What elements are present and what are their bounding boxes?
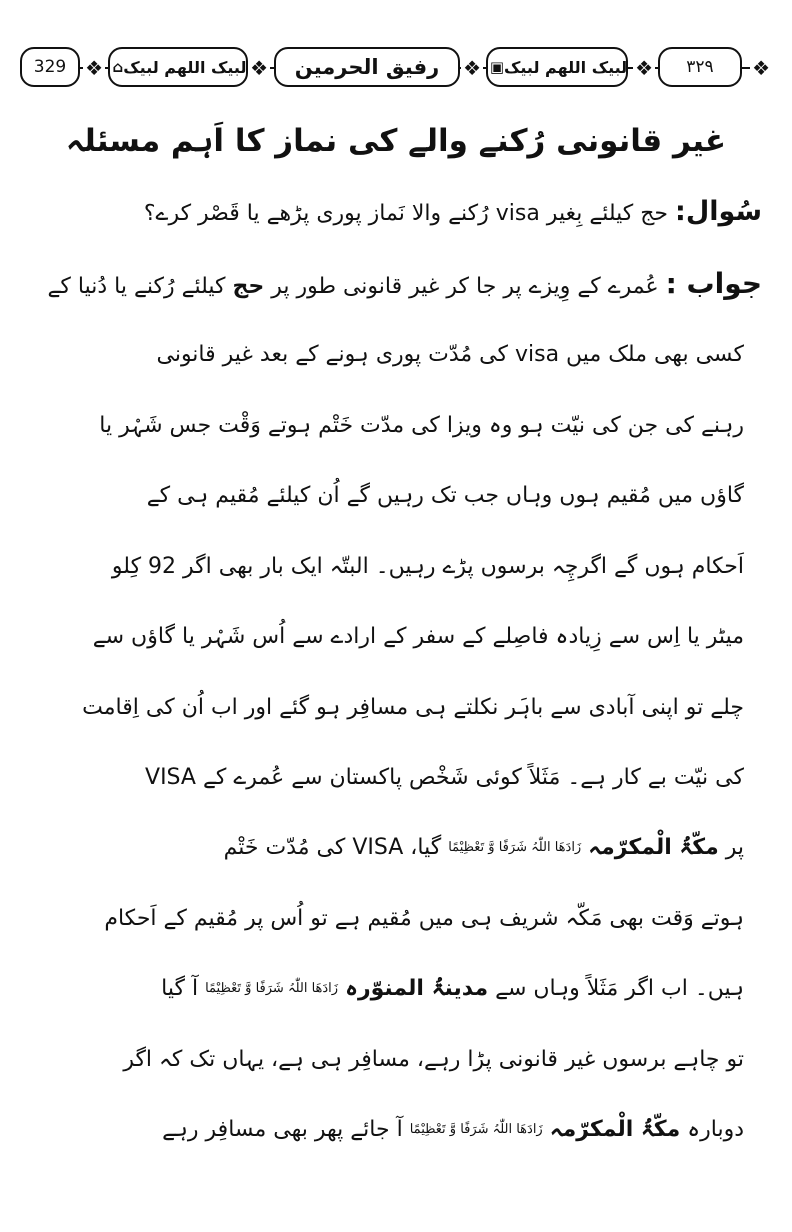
ornament-icon: ❖	[635, 56, 653, 80]
answer-line-12: تو چاہے برسوں غیر قانونی پڑا رہے، مسافِر ہی ہے، یہاں تک کہ اگر	[123, 1047, 744, 1072]
ornament-icon: ❖	[463, 56, 481, 80]
question-line	[144, 190, 762, 234]
header-talbiyah-left: ⌂ لبیک اللھم لبیک	[108, 47, 248, 87]
answer-label: جواب :	[665, 267, 762, 300]
kaaba-icon: ▣	[489, 58, 504, 76]
answer-text-bold: حج	[232, 274, 265, 299]
header-book-title: رفیق الحرمین	[274, 47, 460, 87]
answer-line-4: گاؤں میں مُقیم ہوں وہاں جب تک رہیں گے اُن کیلئے مُقیم ہی کے	[146, 483, 744, 508]
makkah-name: مکّۃُ الْمکرّمہ	[549, 1117, 681, 1142]
answer-line-1	[48, 262, 762, 306]
ornament-icon: ❖	[250, 56, 268, 80]
answer-line-6: میٹر یا اِس سے زِیادہ فاصِلے کے سفر کے ارادے سے اُس شَہْر یا گاؤں سے	[92, 624, 744, 649]
makkah-name: مکّۃُ الْمکرّمہ	[588, 835, 719, 860]
answer-line-5: اَحکام ہوں گے اگرچِہ برسوں پڑے رہیں۔ البتّہ ایک بار بھی اگر 92 کِلو	[111, 554, 744, 579]
answer-line-9: پر مکّۃُ الْمکرّمہ زَادَھَا اللّٰہُ شَرَفًا وَّ تَعْظِیْمًا گیا، VISA کی مُدّت خَتْم	[223, 835, 744, 860]
ornament-icon: ❖	[752, 56, 770, 80]
page-number-urdu: ۳۲۹	[658, 47, 742, 87]
section-heading: غیر قانونی رُکنے والے کی نماز کا اَہم مسئلہ	[65, 123, 727, 159]
page-number: 329	[20, 47, 80, 87]
answer-line-10: ہوتے وَقت بھی مَکّہ شریف ہی میں مُقیم ہے تو اُس پر مُقیم کے اَحکام	[104, 906, 744, 931]
answer-line-2: کسی بھی ملک میں visa کی مُدّت پوری ہونے کے بعد غیر قانونی	[156, 342, 744, 367]
answer-line-8: کی نیّت بے کار ہے۔ مَثَلاً کوئی شَخْص پاکستان سے عُمرے کے VISA	[145, 765, 744, 790]
dome-icon: ⌂	[112, 58, 124, 76]
madinah-name: مدینۃُ المنوّرہ	[345, 976, 489, 1001]
header-talbiyah-right: ▣ لبیک اللھم لبیک	[486, 47, 628, 87]
answer-text: کیلئے رُکنے یا دُنیا کے	[47, 274, 233, 299]
answer-text: عُمرے کے وِیزے پر جا کر غیر قانونی طور پر	[264, 274, 659, 299]
answer-line-7: چلے تو اپنی آبادی سے باہَر نکلتے ہی مسافِر ہو گئے اور اب اُن کی اِقامت	[82, 695, 744, 720]
honorific-phrase: زَادَھَا اللّٰہُ شَرَفًا وَّ تَعْظِیْمًا	[448, 840, 582, 855]
honorific-phrase: زَادَھَا اللّٰہُ شَرَفًا وَّ تَعْظِیْمًا	[205, 981, 339, 996]
answer-line-11: ہیں۔ اب اگر مَثَلاً وہاں سے مدینۃُ المنوّرہ زَادَھَا اللّٰہُ شَرَفًا وَّ تَعْظِیْمًا آ گیا	[161, 976, 744, 1001]
answer-line-13: دوبارہ مکّۃُ الْمکرّمہ زَادَھَا اللّٰہُ شَرَفًا وَّ تَعْظِیْمًا آ جائے پھر بھی مسافِر رہے	[162, 1117, 744, 1142]
question-label: سُوال:	[675, 196, 762, 227]
honorific-phrase: زَادَھَا اللّٰہُ شَرَفًا وَّ تَعْظِیْمًا	[409, 1122, 543, 1137]
page-header	[20, 40, 772, 96]
question-text: حج کیلئے بِغیر visa رُکنے والا نَماز پوری پڑھے یا قَصْر کرے؟	[143, 201, 669, 226]
answer-line-3: رہنے کی جن کی نیّت ہو وہ ویزا کی مدّت خَتْم ہوتے وَقْت جس شَہْر یا	[99, 413, 744, 438]
ornament-icon: ❖	[85, 56, 103, 80]
